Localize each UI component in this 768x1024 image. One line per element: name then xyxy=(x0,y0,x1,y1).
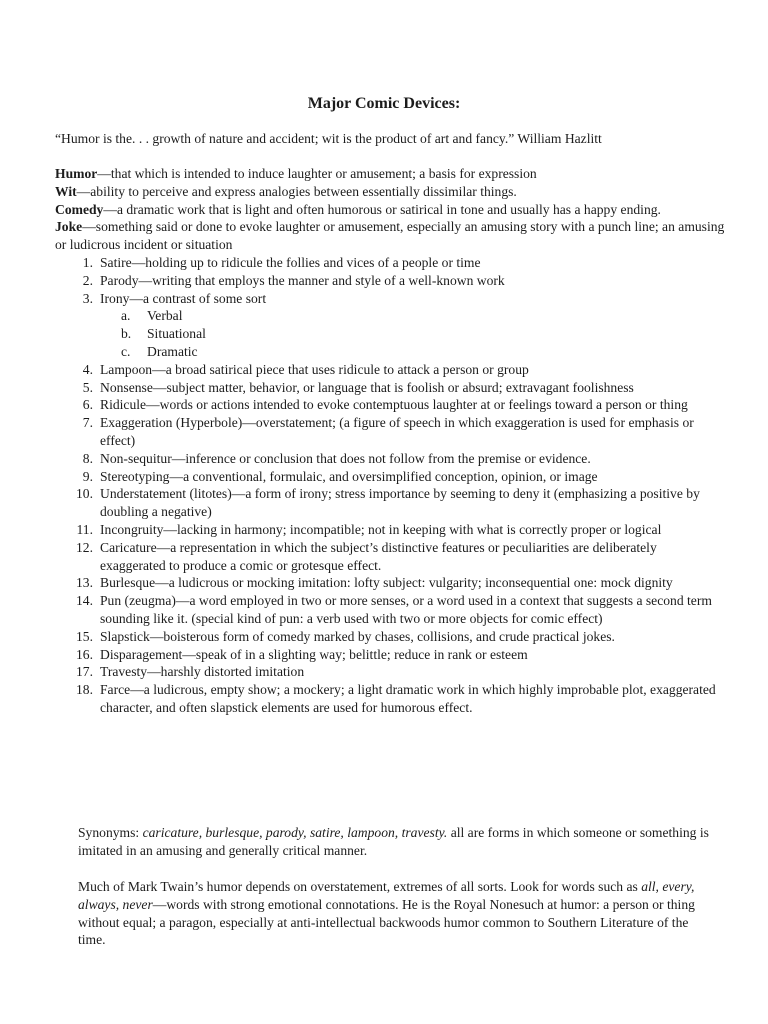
sub-letter: b. xyxy=(121,326,132,342)
list-item xyxy=(55,450,725,468)
item-number: 12. xyxy=(76,539,93,555)
item-text: Lampoon—a broad satirical piece that uses ridicule to attack a person or group xyxy=(100,361,529,377)
irony-sublist xyxy=(55,307,725,360)
item-number: 2. xyxy=(82,272,93,288)
comic-devices-list xyxy=(55,254,725,717)
item-text: Nonsense—subject matter, behavior, or language that is foolish or absurd; extravagant foolishness xyxy=(100,379,634,395)
synonyms-rest: all are forms in which someone or something is imitated in an amusing and generally critical manner. xyxy=(78,825,709,858)
item-text: Ridicule—words or actions intended to evoke contemptuous laughter at or feelings toward a person or thing xyxy=(100,397,688,413)
list-item xyxy=(55,646,725,664)
twain-part1: Much of Mark Twain’s humor depends on overstatement, extremes of all sorts. Look for words such as xyxy=(78,879,642,894)
definition-term: Humor xyxy=(55,166,98,181)
sub-item xyxy=(55,343,725,361)
list-item xyxy=(55,468,725,486)
synonyms-words: caricature, burlesque, parody, satire, lampoon, travesty. xyxy=(142,825,448,840)
item-text: Satire—holding up to ridicule the follies and vices of a people or time xyxy=(100,254,481,270)
synonyms-paragraph xyxy=(78,824,718,860)
irony-sublist-container xyxy=(55,307,725,360)
definition-term: Joke xyxy=(55,219,83,235)
item-number: 8. xyxy=(82,450,93,466)
item-number: 1. xyxy=(82,254,93,270)
definition-text: —that which is intended to induce laughter or amusement; a basis for expression xyxy=(97,166,537,181)
page-title: Major Comic Devices: xyxy=(307,95,461,112)
list-item xyxy=(55,663,725,681)
list-item xyxy=(55,681,725,717)
item-number: 13. xyxy=(76,575,93,591)
hazlitt-quote: “Humor is the. . . growth of nature and accident; wit is the product of art and fancy.” William Hazlitt xyxy=(55,131,602,146)
list-item xyxy=(55,485,725,521)
item-number: 11. xyxy=(76,521,93,537)
item-text: Disparagement—speak of in a slighting way; belittle; reduce in rank or esteem xyxy=(100,646,528,662)
sub-letter: c. xyxy=(121,343,131,359)
list-item xyxy=(55,521,725,539)
definition-humor xyxy=(55,165,725,183)
list-item xyxy=(55,592,725,628)
item-text: Understatement (litotes)—a form of irony; stress importance by seeming to deny it (emphasizing a positive by doubling a negative) xyxy=(100,486,700,520)
item-number: 3. xyxy=(82,290,93,306)
sub-letter: a. xyxy=(121,308,131,324)
list-item xyxy=(55,414,725,450)
list-item xyxy=(55,539,725,575)
list-item xyxy=(55,379,725,397)
definitions-section xyxy=(55,165,725,717)
item-number: 5. xyxy=(82,379,93,395)
item-number: 7. xyxy=(82,415,93,431)
item-text: Slapstick—boisterous form of comedy marked by chases, collisions, and crude practical jokes. xyxy=(100,628,615,644)
sub-text: Situational xyxy=(147,326,206,342)
definition-text: —something said or done to evoke laughter or amusement, especially an amusing story with a punch line; an amusing or ludicrous incident or situation xyxy=(55,219,725,253)
list-item xyxy=(55,290,725,308)
item-number: 10. xyxy=(76,486,93,502)
item-text: Irony—a contrast of some sort xyxy=(100,290,267,306)
item-text: Stereotyping—a conventional, formulaic, and oversimplified conception, opinion, or image xyxy=(100,468,598,484)
sub-item xyxy=(55,325,725,343)
list-item xyxy=(55,574,725,592)
item-number: 9. xyxy=(82,468,93,484)
list-item xyxy=(55,254,725,272)
sub-text: Verbal xyxy=(147,308,183,324)
definition-joke xyxy=(55,218,725,254)
item-text: Farce—a ludicrous, empty show; a mockery; a light dramatic work in which highly improbable plot, exaggerated character, and often slapstick elements are used for humorous effect. xyxy=(100,682,716,715)
sub-text: Dramatic xyxy=(147,343,198,359)
item-text: Exaggeration (Hyperbole)—overstatement; (a figure of speech in which exaggeration is used for emphasis or effect) xyxy=(100,415,694,448)
item-number: 14. xyxy=(76,593,93,609)
item-text: Non-sequitur—inference or conclusion that does not follow from the premise or evidence. xyxy=(100,450,591,466)
definition-text: —ability to perceive and express analogies between essentially dissimilar things. xyxy=(76,183,517,199)
definition-term: Comedy xyxy=(55,201,104,217)
item-number: 18. xyxy=(76,682,93,698)
list-item xyxy=(55,272,725,290)
item-text: Caricature—a representation in which the subject’s distinctive features or peculiarities are deliberately exaggerated to produce a comic or grotesque effect. xyxy=(100,539,657,573)
item-text: Pun (zeugma)—a word employed in two or more senses, or a word used in a context that suggests a second term sounding like it. (special kind of pun: a verb used with two or more objects for comic effect) xyxy=(100,593,712,626)
item-text: Incongruity—lacking in harmony; incompatible; not in keeping with what is correctly proper or logical xyxy=(100,521,662,537)
synonyms-lead: Synonyms: xyxy=(78,825,143,840)
item-number: 15. xyxy=(76,628,93,644)
item-text: Burlesque—a ludicrous or mocking imitation: lofty subject: vulgarity; inconsequential one: mock dignity xyxy=(100,575,673,591)
twain-words: all, every, always, never xyxy=(78,879,695,912)
definition-comedy xyxy=(55,201,725,219)
item-number: 4. xyxy=(82,361,93,377)
list-item xyxy=(55,361,725,379)
definition-wit xyxy=(55,183,725,201)
item-number: 6. xyxy=(82,397,93,413)
twain-paragraph xyxy=(78,878,718,949)
list-item xyxy=(55,396,725,414)
list-item xyxy=(55,628,725,646)
item-number: 16. xyxy=(76,646,93,662)
definition-term: Wit xyxy=(55,183,77,199)
item-text: Parody—writing that employs the manner and style of a well-known work xyxy=(100,272,505,288)
sub-item xyxy=(55,307,725,325)
item-number: 17. xyxy=(76,664,93,680)
twain-part2: —words with strong emotional connotations. He is the Royal Nonesuch at humor: a person or thing without equal; a paragon, especially at anti-intellectual backwoods humor common to Southern Literature of the time. xyxy=(78,896,695,948)
definition-text: —a dramatic work that is light and often humorous or satirical in tone and usually has a happy ending. xyxy=(103,201,661,217)
item-text: Travesty—harshly distorted imitation xyxy=(100,664,305,680)
